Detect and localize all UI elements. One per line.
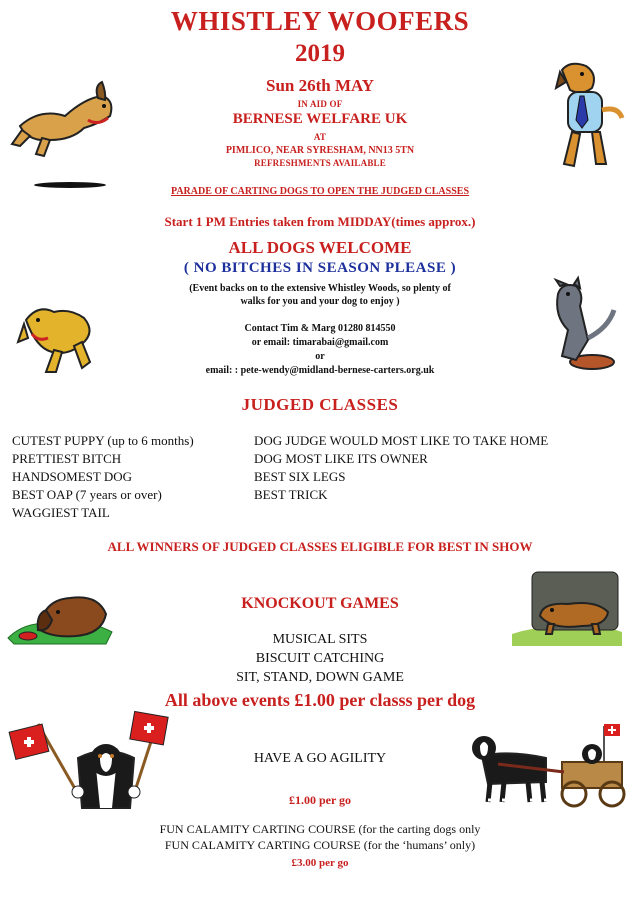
refreshments-note: REFRESHMENTS AVAILABLE xyxy=(254,158,386,168)
judged-class: DOG JUDGE WOULD MOST LIKE TO TAKE HOME xyxy=(254,433,549,448)
contact-or: or xyxy=(315,351,325,362)
event-year: 2019 xyxy=(295,40,345,67)
knockout-game: SIT, STAND, DOWN GAME xyxy=(236,670,404,685)
all-dogs-welcome: ALL DOGS WELCOME xyxy=(228,238,412,257)
bernese-cart-clipart xyxy=(468,722,628,810)
agility-heading: HAVE A GO AGILITY xyxy=(253,751,387,766)
knockout-games-heading: KNOCKOUT GAMES xyxy=(241,595,399,612)
judged-class: BEST OAP (7 years or over) xyxy=(12,487,162,502)
knockout-game: MUSICAL SITS xyxy=(272,632,368,647)
judged-class: HANDSOMEST DOG xyxy=(12,469,133,484)
agility-price: £1.00 per go xyxy=(288,793,352,807)
venue-address: PIMLICO, NEAR SYRESHAM, NN13 5TN xyxy=(225,145,415,156)
carting-course-humans: FUN CALAMITY CARTING COURSE (for the ‘humans’ only) xyxy=(164,838,476,852)
contact-phone: Contact Tim & Marg 01280 814550 xyxy=(244,323,396,334)
event-line-2: walks for you and your dog to enjoy ) xyxy=(240,296,400,307)
start-time: Start 1 PM Entries taken from MIDDAY(times approx.) xyxy=(164,214,476,229)
carting-courses xyxy=(0,821,640,853)
event-line-1: (Event backs on to the extensive Whistley Woods, so plenty of xyxy=(189,283,451,294)
grey-dog-on-log-clipart xyxy=(548,280,618,372)
dachshund-clipart xyxy=(512,572,622,648)
judged-class: WAGGIEST TAIL xyxy=(12,505,110,520)
judged-classes-right xyxy=(254,432,548,504)
contact-email-1: or email: timarabai@gmail.com xyxy=(251,337,389,348)
judged-class: CUTEST PUPPY (up to 6 months) xyxy=(12,433,194,448)
carting-price: £3.00 per go xyxy=(291,857,349,869)
knockout-game: BISCUIT CATCHING xyxy=(255,651,385,666)
jumping-yellow-dog-clipart xyxy=(18,298,100,380)
no-bitches-note: ( NO BITCHES IN SEASON PLEASE ) xyxy=(183,260,457,276)
judged-class: BEST SIX LEGS xyxy=(254,469,346,484)
page-title: WHISTLEY WOOFERS xyxy=(170,6,470,36)
event-fee: All above events £1.00 per classs per dog xyxy=(164,690,476,710)
judged-classes-left xyxy=(12,432,194,522)
contact-email-2: email: : pete-wendy@midland-bernese-carters.org.uk xyxy=(205,365,435,376)
standing-dog-clipart xyxy=(552,60,627,180)
dog-on-grass-clipart xyxy=(6,580,114,646)
charity-name: BERNESE WELFARE UK xyxy=(232,111,408,127)
in-aid-of-label: IN AID OF xyxy=(297,99,343,109)
leaping-dog-clipart xyxy=(10,78,125,193)
judged-classes-heading: JUDGED CLASSES xyxy=(241,395,399,414)
judged-class: DOG MOST LIKE ITS OWNER xyxy=(254,451,428,466)
bernese-with-flags-clipart xyxy=(8,708,176,810)
judged-class: PRETTIEST BITCH xyxy=(12,451,122,466)
judged-class: BEST TRICK xyxy=(254,487,328,502)
event-date: Sun 26th MAY xyxy=(265,76,375,95)
carting-course-dogs: FUN CALAMITY CARTING COURSE (for the carting dogs only xyxy=(159,822,481,836)
at-label: AT xyxy=(313,132,327,142)
best-in-show-note: ALL WINNERS OF JUDGED CLASSES ELIGIBLE FOR BEST IN SHOW xyxy=(107,539,533,554)
parade-note: PARADE OF CARTING DOGS TO OPEN THE JUDGED CLASSES xyxy=(170,186,470,197)
